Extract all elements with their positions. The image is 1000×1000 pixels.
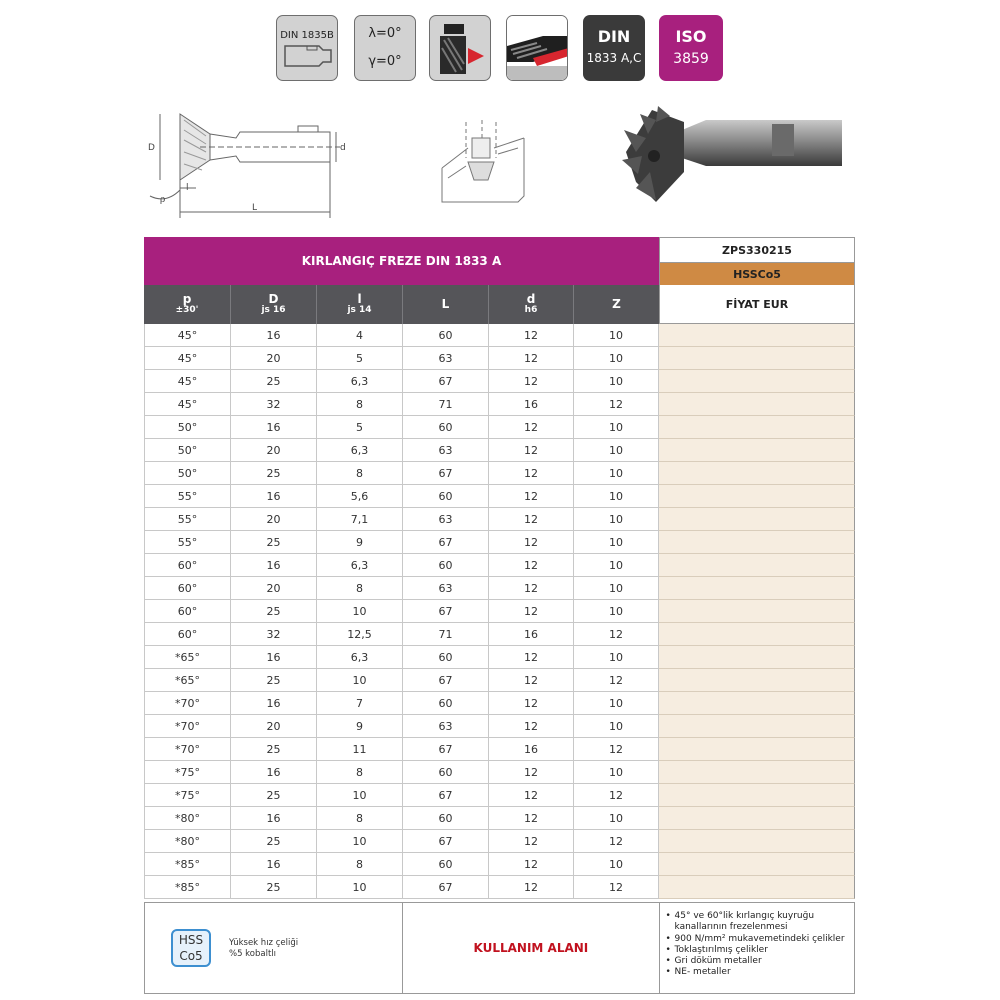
din-badge-sub: 1833 A,C	[586, 51, 642, 65]
price-cell	[659, 646, 855, 669]
usage-item: • Toklaştırılmış çelikler	[666, 945, 854, 956]
cell-l: 8	[317, 462, 403, 485]
cell-Z: 10	[574, 715, 659, 738]
cell-d: 12	[489, 554, 574, 577]
price-cell	[659, 669, 855, 692]
cell-d: 12	[489, 715, 574, 738]
cell-D: 20	[231, 439, 317, 462]
price-cell	[659, 715, 855, 738]
cell-p: 45°	[144, 324, 231, 347]
iso-3859-badge	[659, 15, 723, 81]
hss-co5-badge	[171, 929, 211, 967]
gamma-label: γ=0°	[368, 54, 402, 69]
cell-l: 8	[317, 807, 403, 830]
price-cell	[659, 692, 855, 715]
cell-L: 60	[403, 646, 489, 669]
cell-Z: 10	[574, 646, 659, 669]
table-row	[144, 761, 855, 784]
price-cell	[659, 761, 855, 784]
price-cell	[659, 393, 855, 416]
table-row	[144, 738, 855, 761]
dovetail-usage-sketch	[438, 118, 530, 208]
cell-D: 25	[231, 370, 317, 393]
col-header-l: l js 14	[317, 285, 403, 324]
cell-Z: 10	[574, 324, 659, 347]
feature-icon-strip	[276, 15, 724, 81]
table-row	[144, 830, 855, 853]
table-row	[144, 600, 855, 623]
cell-L: 63	[403, 439, 489, 462]
cell-d: 12	[489, 485, 574, 508]
cell-d: 12	[489, 807, 574, 830]
cell-p: 60°	[144, 554, 231, 577]
din-1833-badge	[583, 15, 645, 81]
hss-description	[229, 938, 298, 960]
dim-rho-label: ρ	[160, 195, 166, 205]
cell-D: 16	[231, 807, 317, 830]
price-cell	[659, 807, 855, 830]
cell-L: 67	[403, 600, 489, 623]
table-row	[144, 439, 855, 462]
cell-p: 50°	[144, 416, 231, 439]
cell-d: 12	[489, 784, 574, 807]
cell-d: 12	[489, 508, 574, 531]
product-code: ZPS330215	[660, 238, 854, 262]
column-headers	[144, 285, 659, 324]
cell-L: 60	[403, 554, 489, 577]
usage-list	[666, 911, 854, 979]
dim-L-label: L	[252, 203, 258, 213]
usage-item: • 45° ve 60°lik kırlangıç kuyruğu kanallarının frezelenmesi	[666, 911, 854, 934]
cell-D: 20	[231, 347, 317, 370]
cell-Z: 10	[574, 439, 659, 462]
cell-L: 67	[403, 531, 489, 554]
product-header	[659, 237, 855, 286]
table-row	[144, 646, 855, 669]
cell-d: 12	[489, 531, 574, 554]
table-row	[144, 554, 855, 577]
cell-D: 25	[231, 531, 317, 554]
cell-p: 50°	[144, 439, 231, 462]
cell-D: 16	[231, 416, 317, 439]
cell-p: *85°	[144, 853, 231, 876]
price-cell	[659, 554, 855, 577]
cell-d: 12	[489, 324, 574, 347]
price-cell	[659, 462, 855, 485]
cell-d: 12	[489, 577, 574, 600]
cell-L: 63	[403, 508, 489, 531]
cell-Z: 10	[574, 807, 659, 830]
cell-l: 8	[317, 761, 403, 784]
lambda-label: λ=0°	[368, 26, 402, 41]
cell-D: 25	[231, 876, 317, 899]
cell-p: *65°	[144, 669, 231, 692]
cell-D: 16	[231, 646, 317, 669]
table-row	[144, 462, 855, 485]
technical-drawing	[140, 100, 360, 225]
cell-L: 60	[403, 692, 489, 715]
cell-L: 60	[403, 807, 489, 830]
cell-d: 12	[489, 416, 574, 439]
cell-D: 16	[231, 324, 317, 347]
din1835b-label: DIN 1835B	[280, 30, 334, 41]
table-row	[144, 416, 855, 439]
cell-p: 55°	[144, 508, 231, 531]
cell-p: *70°	[144, 692, 231, 715]
cell-D: 16	[231, 692, 317, 715]
col-header-d: d h6	[489, 285, 574, 324]
table-row	[144, 324, 855, 347]
cell-l: 10	[317, 669, 403, 692]
cell-Z: 12	[574, 738, 659, 761]
price-cell	[659, 439, 855, 462]
cell-Z: 10	[574, 554, 659, 577]
table-row	[144, 715, 855, 738]
cell-l: 5	[317, 416, 403, 439]
table-row	[144, 393, 855, 416]
cutter-arrow-icon	[430, 16, 491, 81]
cell-l: 8	[317, 577, 403, 600]
table-row	[144, 692, 855, 715]
din-badge-title: DIN	[597, 27, 631, 46]
cell-p: 45°	[144, 347, 231, 370]
cell-D: 32	[231, 623, 317, 646]
cell-p: *85°	[144, 876, 231, 899]
cell-l: 6,3	[317, 439, 403, 462]
cell-L: 60	[403, 324, 489, 347]
cutting-direction-icon	[429, 15, 491, 81]
layered-plate-icon	[507, 16, 568, 81]
cell-l: 8	[317, 393, 403, 416]
dim-l-label: l	[186, 183, 189, 193]
cell-p: *70°	[144, 738, 231, 761]
cell-l: 11	[317, 738, 403, 761]
cell-p: 45°	[144, 393, 231, 416]
usage-title: KULLANIM ALANI	[403, 903, 659, 993]
cell-l: 6,3	[317, 646, 403, 669]
price-cell	[659, 600, 855, 623]
price-cell	[659, 623, 855, 646]
footer-panel	[144, 902, 855, 994]
cell-d: 12	[489, 692, 574, 715]
table-row	[144, 577, 855, 600]
cell-p: *65°	[144, 646, 231, 669]
cell-Z: 10	[574, 600, 659, 623]
usage-item: • Gri döküm metaller	[666, 956, 854, 967]
table-body	[144, 324, 855, 899]
cell-p: 50°	[144, 462, 231, 485]
cell-d: 16	[489, 393, 574, 416]
cell-D: 20	[231, 715, 317, 738]
table-row	[144, 876, 855, 899]
cell-p: *75°	[144, 761, 231, 784]
cell-L: 63	[403, 577, 489, 600]
hss-badge-line2: Co5	[179, 949, 203, 963]
cell-L: 60	[403, 853, 489, 876]
cell-l: 5,6	[317, 485, 403, 508]
cell-Z: 12	[574, 393, 659, 416]
table-row	[144, 623, 855, 646]
cell-L: 63	[403, 347, 489, 370]
cell-p: 55°	[144, 531, 231, 554]
cell-d: 16	[489, 623, 574, 646]
iso-badge-sub: 3859	[673, 51, 709, 67]
cell-D: 25	[231, 669, 317, 692]
price-cell	[659, 853, 855, 876]
cell-d: 12	[489, 462, 574, 485]
cell-D: 25	[231, 738, 317, 761]
usage-item: • NE- metaller	[666, 967, 854, 978]
cell-D: 16	[231, 485, 317, 508]
dim-d-label: d	[340, 143, 346, 153]
cell-d: 16	[489, 738, 574, 761]
table-row	[144, 508, 855, 531]
cell-L: 67	[403, 784, 489, 807]
surface-coating-icon	[506, 15, 568, 81]
cell-p: *80°	[144, 830, 231, 853]
usage-item: • 900 N/mm² mukavemetindeki çelikler	[666, 934, 854, 945]
hss-desc-line2: %5 kobaltlı	[229, 949, 277, 959]
cell-l: 10	[317, 784, 403, 807]
cell-Z: 10	[574, 462, 659, 485]
cell-L: 67	[403, 370, 489, 393]
cell-L: 67	[403, 462, 489, 485]
table-row	[144, 531, 855, 554]
material-label: HSSCo5	[660, 262, 854, 285]
table-row	[144, 853, 855, 876]
cell-p: 60°	[144, 623, 231, 646]
col-header-p: p ±30'	[144, 285, 231, 324]
price-cell	[659, 784, 855, 807]
cell-l: 6,3	[317, 370, 403, 393]
cell-D: 25	[231, 784, 317, 807]
cell-l: 12,5	[317, 623, 403, 646]
usage-list-panel	[660, 903, 854, 993]
price-cell	[659, 347, 855, 370]
cell-l: 8	[317, 853, 403, 876]
cell-Z: 10	[574, 416, 659, 439]
cell-d: 12	[489, 600, 574, 623]
cell-l: 9	[317, 531, 403, 554]
cell-p: 55°	[144, 485, 231, 508]
price-cell	[659, 830, 855, 853]
shank-outline-icon	[277, 16, 339, 82]
cell-D: 20	[231, 508, 317, 531]
cell-Z: 12	[574, 669, 659, 692]
cell-l: 7,1	[317, 508, 403, 531]
cell-l: 4	[317, 324, 403, 347]
cell-l: 7	[317, 692, 403, 715]
price-header: FİYAT EUR	[659, 285, 855, 324]
cell-l: 9	[317, 715, 403, 738]
col-header-L: L	[403, 285, 489, 324]
cell-Z: 10	[574, 853, 659, 876]
cell-p: *75°	[144, 784, 231, 807]
hss-badge-line1: HSS	[178, 933, 204, 947]
cell-l: 10	[317, 830, 403, 853]
price-cell	[659, 485, 855, 508]
cell-d: 12	[489, 646, 574, 669]
dim-D-label: D	[148, 143, 155, 153]
cell-L: 60	[403, 416, 489, 439]
cell-D: 16	[231, 761, 317, 784]
cell-Z: 12	[574, 876, 659, 899]
cell-Z: 10	[574, 692, 659, 715]
table-row	[144, 669, 855, 692]
table-row	[144, 485, 855, 508]
price-cell	[659, 876, 855, 899]
cell-L: 67	[403, 738, 489, 761]
cell-D: 16	[231, 853, 317, 876]
price-cell	[659, 370, 855, 393]
price-cell	[659, 324, 855, 347]
cell-p: 60°	[144, 600, 231, 623]
cell-D: 25	[231, 830, 317, 853]
cell-Z: 10	[574, 531, 659, 554]
cell-l: 10	[317, 876, 403, 899]
cell-d: 12	[489, 439, 574, 462]
cell-d: 12	[489, 370, 574, 393]
col-header-D: D js 16	[231, 285, 317, 324]
cell-d: 12	[489, 669, 574, 692]
iso-badge-title: ISO	[675, 27, 707, 46]
cell-L: 67	[403, 669, 489, 692]
cell-d: 12	[489, 761, 574, 784]
cell-D: 20	[231, 577, 317, 600]
price-cell	[659, 508, 855, 531]
cell-l: 10	[317, 600, 403, 623]
material-legend	[145, 903, 403, 993]
cell-L: 67	[403, 830, 489, 853]
cell-Z: 10	[574, 761, 659, 784]
price-cell	[659, 577, 855, 600]
cell-D: 16	[231, 554, 317, 577]
cell-d: 12	[489, 876, 574, 899]
cell-d: 12	[489, 853, 574, 876]
cell-Z: 12	[574, 784, 659, 807]
cell-Z: 12	[574, 830, 659, 853]
cell-L: 67	[403, 876, 489, 899]
cell-L: 60	[403, 485, 489, 508]
cell-L: 71	[403, 623, 489, 646]
table-title: KIRLANGIÇ FREZE DIN 1833 A	[144, 237, 659, 285]
dovetail-cutter-photo	[612, 100, 847, 215]
cell-D: 25	[231, 462, 317, 485]
cell-L: 60	[403, 761, 489, 784]
cell-d: 12	[489, 347, 574, 370]
cell-Z: 12	[574, 623, 659, 646]
cell-L: 71	[403, 393, 489, 416]
price-cell	[659, 531, 855, 554]
cell-l: 6,3	[317, 554, 403, 577]
table-row	[144, 784, 855, 807]
cell-p: 45°	[144, 370, 231, 393]
hss-desc-line1: Yüksek hız çeliği	[229, 938, 299, 948]
cell-p: *80°	[144, 807, 231, 830]
price-cell	[659, 738, 855, 761]
cell-l: 5	[317, 347, 403, 370]
din1835b-shank-icon	[276, 15, 338, 81]
price-cell	[659, 416, 855, 439]
angle-icon	[354, 15, 416, 81]
cell-Z: 10	[574, 347, 659, 370]
cell-L: 63	[403, 715, 489, 738]
cell-p: 60°	[144, 577, 231, 600]
cell-D: 32	[231, 393, 317, 416]
table-row	[144, 370, 855, 393]
col-header-Z: Z	[612, 297, 621, 312]
cell-Z: 10	[574, 508, 659, 531]
cell-d: 12	[489, 830, 574, 853]
cell-D: 25	[231, 600, 317, 623]
cell-p: *70°	[144, 715, 231, 738]
cell-Z: 10	[574, 370, 659, 393]
cell-Z: 10	[574, 485, 659, 508]
table-row	[144, 347, 855, 370]
cell-Z: 10	[574, 577, 659, 600]
table-row	[144, 807, 855, 830]
